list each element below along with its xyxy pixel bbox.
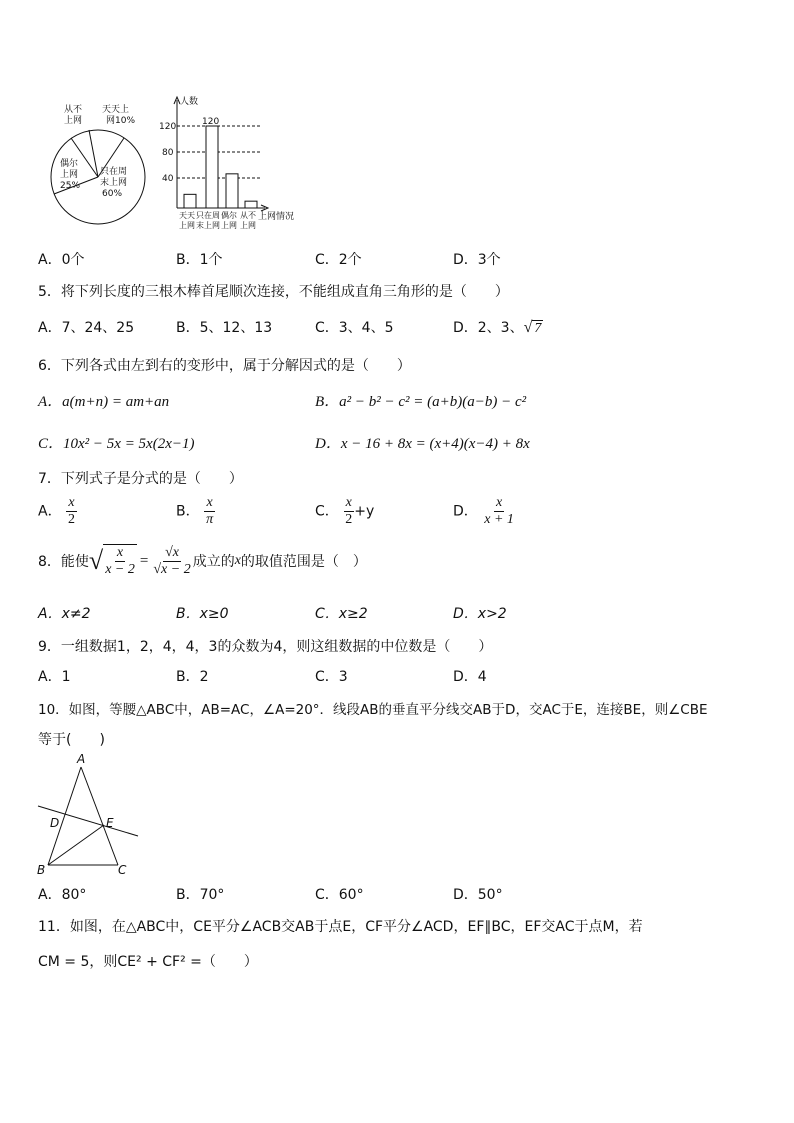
fraction xyxy=(482,495,516,528)
x-category-label: 只在周末上网 xyxy=(196,211,220,230)
numerator: x xyxy=(68,495,75,510)
q9-option-d[interactable]: D．4 xyxy=(453,669,487,685)
bar-chart xyxy=(159,95,294,230)
sqrt-sign: √ xyxy=(88,546,104,575)
segment-be xyxy=(48,825,104,865)
q8-option-c[interactable]: C．x≥2 xyxy=(315,606,368,622)
q7-option-d[interactable] xyxy=(453,495,516,528)
q9-option-c[interactable]: C．3 xyxy=(315,669,348,685)
option-label: C． xyxy=(315,503,339,520)
q10-stem-line2: 等于( ) xyxy=(38,732,105,748)
q11-stem-line2: CM = 5，则CE² + CF² =（ ） xyxy=(38,954,258,970)
x-category-label: 偶尔上网 xyxy=(221,211,237,230)
numerator: x xyxy=(495,495,503,510)
q6-option-a[interactable]: A．a(m+n) = am+an xyxy=(38,394,170,410)
numerator: x xyxy=(345,495,352,510)
denominator: x − 2 xyxy=(105,562,135,577)
q6-option-b[interactable]: B．a² − b² − c² = (a+b)(a−b) − c² xyxy=(315,394,527,410)
bar-top-label: 120 xyxy=(202,117,220,127)
sqrt-sign: √ xyxy=(523,319,533,336)
q9-option-b[interactable]: B．2 xyxy=(176,669,209,685)
q8-suffix2: 的取值范围是（ ） xyxy=(240,554,367,570)
q9-stem: 9．一组数据1，2，4，4，3的众数为4，则这组数据的中位数是（ ） xyxy=(38,639,493,655)
pie-label-sometimes: 偶尔上网 25% xyxy=(60,159,81,191)
bar-sometimes xyxy=(226,174,238,208)
fraction-under-root xyxy=(103,544,137,578)
y-tick-label: 80 xyxy=(162,148,174,158)
option-label: D． xyxy=(453,503,478,520)
q8-stem xyxy=(38,544,367,578)
sqrt-radicand: 7 xyxy=(534,321,542,336)
vertex-label-c: C xyxy=(118,863,127,877)
vertex-label-e: E xyxy=(106,816,114,830)
x-category-label: 天天上网 xyxy=(179,211,195,230)
x-axis-label: 上网情况 xyxy=(258,212,295,222)
fraction xyxy=(204,495,215,528)
q6-option-c[interactable]: C．10x² − 5x = 5x(2x−1) xyxy=(38,436,195,452)
pie-label-daily: 天天上网10% xyxy=(102,105,136,126)
q4-option-b[interactable]: B．1个 xyxy=(176,252,223,268)
vertex-label-d: D xyxy=(50,816,60,830)
q4-option-a[interactable]: A．0个 xyxy=(38,252,85,268)
q8-var: x xyxy=(234,553,241,568)
q5-option-c[interactable]: C．3、4、5 xyxy=(315,320,394,336)
pie-label-never: 从不上网 xyxy=(64,105,83,126)
q7-option-c[interactable] xyxy=(315,495,374,528)
denominator: 2 xyxy=(345,512,353,527)
q4-option-d[interactable]: D．3个 xyxy=(453,252,501,268)
q7-stem: 7．下列式子是分式的是（ ） xyxy=(38,471,243,487)
y-axis-label: 人数 xyxy=(180,97,199,107)
q5-stem: 5．将下列长度的三根木棒首尾顺次连接，不能组成直角三角形的是（ ） xyxy=(38,284,509,300)
denominator: √x − 2 xyxy=(153,561,191,577)
fraction-roots xyxy=(151,545,192,578)
y-tick-label: 120 xyxy=(159,122,177,132)
denominator: π xyxy=(206,512,214,527)
q9-option-a[interactable]: A．1 xyxy=(38,669,71,685)
denominator: 2 xyxy=(68,512,76,527)
q11-stem-line1: 11．如图，在△ABC中，CE平分∠ACB交AB于点E，CF平分∠ACD，EF∥BC，EF交AC于点M，若 xyxy=(38,919,643,935)
q6-stem: 6．下列各式由左到右的变形中，属于分解因式的是（ ） xyxy=(38,358,411,374)
q8-option-b[interactable]: B．x≥0 xyxy=(176,606,229,622)
q8-option-a[interactable]: A．x≠2 xyxy=(38,606,91,622)
q7-option-b[interactable] xyxy=(176,495,215,528)
fraction xyxy=(66,495,77,528)
vertex-label-a: A xyxy=(77,752,86,766)
fraction xyxy=(343,495,354,528)
q5-option-d-label: D．2、3、 xyxy=(453,320,524,336)
q7-option-a[interactable] xyxy=(38,495,77,528)
bar-never xyxy=(245,201,257,208)
pie-label-weekend: 只在周末上网 60% xyxy=(100,167,128,199)
q6-option-d[interactable]: D．x − 16 + 8x = (x+4)(x−4) + 8x xyxy=(315,436,530,452)
option-label: B． xyxy=(176,503,200,520)
x-category-label: 从不上网 xyxy=(240,211,256,230)
q5-option-a[interactable]: A．7、24、25 xyxy=(38,320,135,336)
q4-option-c[interactable]: C．2个 xyxy=(315,252,362,268)
q8-option-d[interactable]: D．x>2 xyxy=(453,606,507,622)
q10-option-a[interactable]: A．80° xyxy=(38,887,87,903)
q10-option-d[interactable]: D．50° xyxy=(453,887,503,903)
q5-option-d[interactable] xyxy=(453,317,543,337)
bar-daily xyxy=(184,194,196,208)
equals-sign: = xyxy=(139,552,149,569)
q10-stem-line1: 10．如图，等腰△ABC中，AB=AC，∠A=20°．线段AB的垂直平分线交AB于D，交AC于E，连接BE，则∠CBE xyxy=(38,702,708,718)
numerator: x xyxy=(116,545,124,560)
q4-figure xyxy=(40,92,320,232)
numerator: x xyxy=(206,495,213,510)
option-label: A． xyxy=(38,503,62,520)
q10-triangle-figure xyxy=(34,752,144,878)
numerator: √x xyxy=(165,544,179,560)
q10-option-c[interactable]: C．60° xyxy=(315,887,364,903)
y-tick-label: 40 xyxy=(162,174,174,184)
pie-chart xyxy=(51,103,145,224)
q8-suffix: 成立的 xyxy=(192,554,235,570)
q5-option-b[interactable]: B．5、12、13 xyxy=(176,320,273,336)
plus-y: +y xyxy=(354,503,375,520)
q10-option-b[interactable]: B．70° xyxy=(176,887,225,903)
vertex-label-b: B xyxy=(37,863,46,877)
denominator: x + 1 xyxy=(484,512,514,527)
bar-weekend xyxy=(206,126,218,208)
q8-prefix: 8．能使 xyxy=(38,554,89,570)
